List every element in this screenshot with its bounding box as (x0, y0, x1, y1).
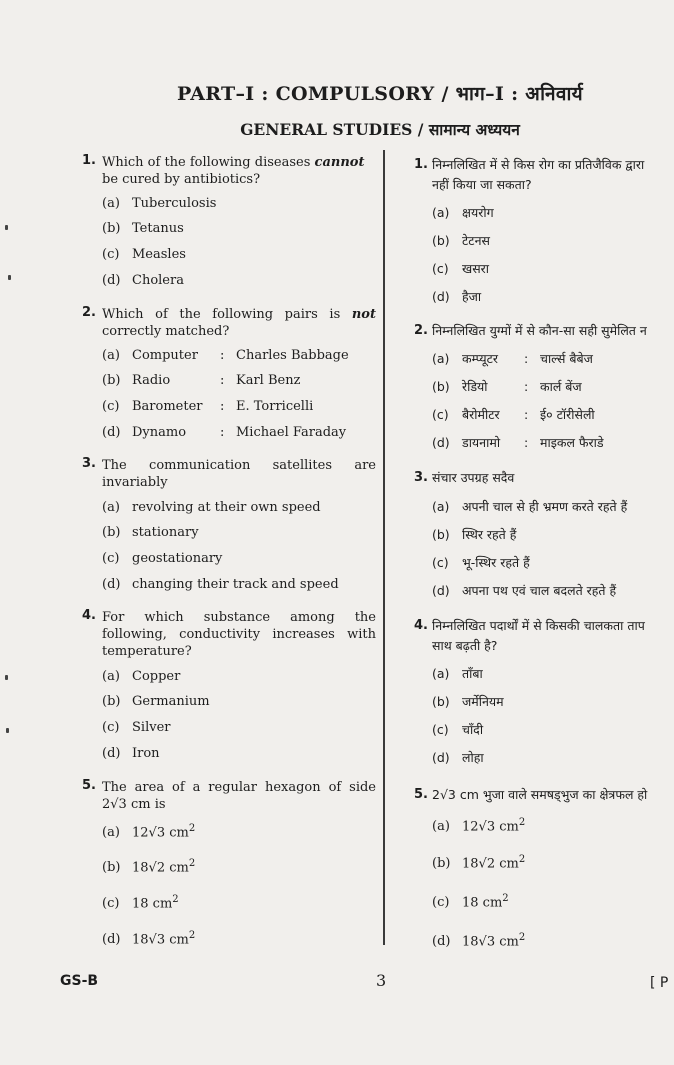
question-number: 1. (82, 153, 96, 168)
option-d: (d) changing their track and speed (102, 577, 339, 592)
option-c: (c) भू-स्थिर रहते हैं (432, 555, 530, 570)
question-number: 4. (414, 618, 428, 633)
question-text: For which substance among the (102, 610, 376, 625)
option-c: (c) Barometer : E. Torricelli (102, 399, 314, 414)
question-text: 2√3 cm भुजा वाले समषड्भुज का क्षेत्रफल हो (432, 787, 648, 802)
question-text: संचार उपग्रह सदैव (432, 470, 515, 485)
option-c: (c) 18 $cm^2$ (102, 894, 179, 912)
option-d: (d) Cholera (102, 273, 184, 288)
question-text: Which of the following diseases cannot (102, 155, 365, 170)
page-title: PART–I : COMPULSORY / भाग–I : अनिवार्य (177, 83, 583, 105)
option-d: (d) Iron (102, 746, 160, 761)
option-b: (b) जर्मेनियम (432, 694, 504, 709)
question-number: 1. (414, 157, 428, 172)
question-number: 5. (82, 778, 96, 793)
option-c: (c) चाँदी (432, 722, 484, 737)
option-b: (b) Radio : Karl Benz (102, 373, 301, 388)
option-a: (a) क्षयरोग (432, 205, 494, 220)
question-text: निम्नलिखित युग्मों में से कौन-सा सही सुमेलित न (432, 323, 647, 338)
option-b: (b) टेटनस (432, 233, 490, 248)
option-a: (a) अपनी चाल से ही भ्रमण करते रहते हैं (432, 499, 628, 514)
scan-mark (8, 275, 11, 280)
question-text: correctly matched? (102, 324, 230, 339)
question-text: निम्नलिखित में से किस रोग का प्रतिजैविक द्वारा (432, 157, 645, 172)
option-b: (b) 18√2 $cm^2$ (432, 854, 526, 872)
booklet-code: GS-B (60, 973, 99, 989)
option-b: (b) Germanium (102, 694, 210, 709)
option-d: (d) डायनामो : माइकल फैराडे (432, 435, 604, 450)
question-text: निम्नलिखित पदार्थों में से किसकी चालकता ताप (432, 618, 645, 633)
option-a: (a) Copper (102, 669, 181, 684)
option-b: (b) Tetanus (102, 221, 184, 236)
question-text: The area of a regular hexagon of side (102, 780, 376, 795)
option-c: (c) geostationary (102, 551, 223, 566)
scan-mark (5, 675, 8, 680)
option-c: (c) खसरा (432, 261, 490, 276)
option-a: (a) Tuberculosis (102, 196, 217, 211)
option-c: (c) Measles (102, 247, 186, 262)
question-text: 2√3 cm is (102, 797, 166, 812)
question-number: 3. (414, 470, 428, 485)
option-b: (b) स्थिर रहते हैं (432, 527, 517, 542)
question-text: Which of the following pairs is not (102, 307, 376, 322)
option-d: (d) Dynamo : Michael Faraday (102, 425, 347, 440)
question-text: following, conductivity increases with (102, 627, 376, 642)
question-number: 2. (82, 305, 96, 320)
question-text: invariably (102, 475, 168, 490)
question-text: temperature? (102, 644, 192, 659)
option-c: (c) बैरोमीटर : ई० टॉरीसेली (432, 407, 595, 422)
question-text: The communication satellites are (102, 458, 376, 473)
option-d: (d) हैजा (432, 289, 482, 304)
column-divider (383, 150, 385, 945)
section-title: GENERAL STUDIES / सामान्य अध्ययन (240, 120, 520, 139)
option-a: (a) 12√3 $cm^2$ (432, 817, 526, 835)
page-number: 3 (376, 971, 387, 990)
option-a: (a) 12√3 $cm^2$ (102, 823, 196, 841)
option-b: (b) stationary (102, 525, 199, 540)
question-text: be cured by antibiotics? (102, 172, 261, 187)
scan-mark (6, 728, 9, 733)
footer-right: [ P (650, 975, 669, 991)
option-a: (a) कम्प्यूटर : चार्ल्स बैबेज (432, 351, 593, 366)
option-b: (b) रेडियो : कार्ल बेंज (432, 379, 582, 394)
option-d: (d) 18√3 $cm^2$ (432, 932, 526, 950)
option-d: (d) 18√3 $cm^2$ (102, 930, 196, 948)
option-d: (d) अपना पथ एवं चाल बदलते रहते हैं (432, 583, 617, 598)
option-c: (c) Silver (102, 720, 171, 735)
option-c: (c) 18 $cm^2$ (432, 893, 509, 911)
option-b: (b) 18√2 $cm^2$ (102, 858, 196, 876)
option-a: (a) revolving at their own speed (102, 500, 321, 515)
option-d: (d) लोहा (432, 750, 484, 765)
question-number: 5. (414, 787, 428, 802)
question-number: 2. (414, 323, 428, 338)
option-a: (a) Computer : Charles Babbage (102, 348, 349, 363)
question-number: 4. (82, 608, 96, 623)
question-text: साथ बढ़ती है? (432, 638, 498, 653)
scan-mark (5, 225, 8, 230)
question-number: 3. (82, 456, 96, 471)
question-text: नहीं किया जा सकता? (432, 177, 532, 192)
option-a: (a) ताँबा (432, 666, 483, 681)
